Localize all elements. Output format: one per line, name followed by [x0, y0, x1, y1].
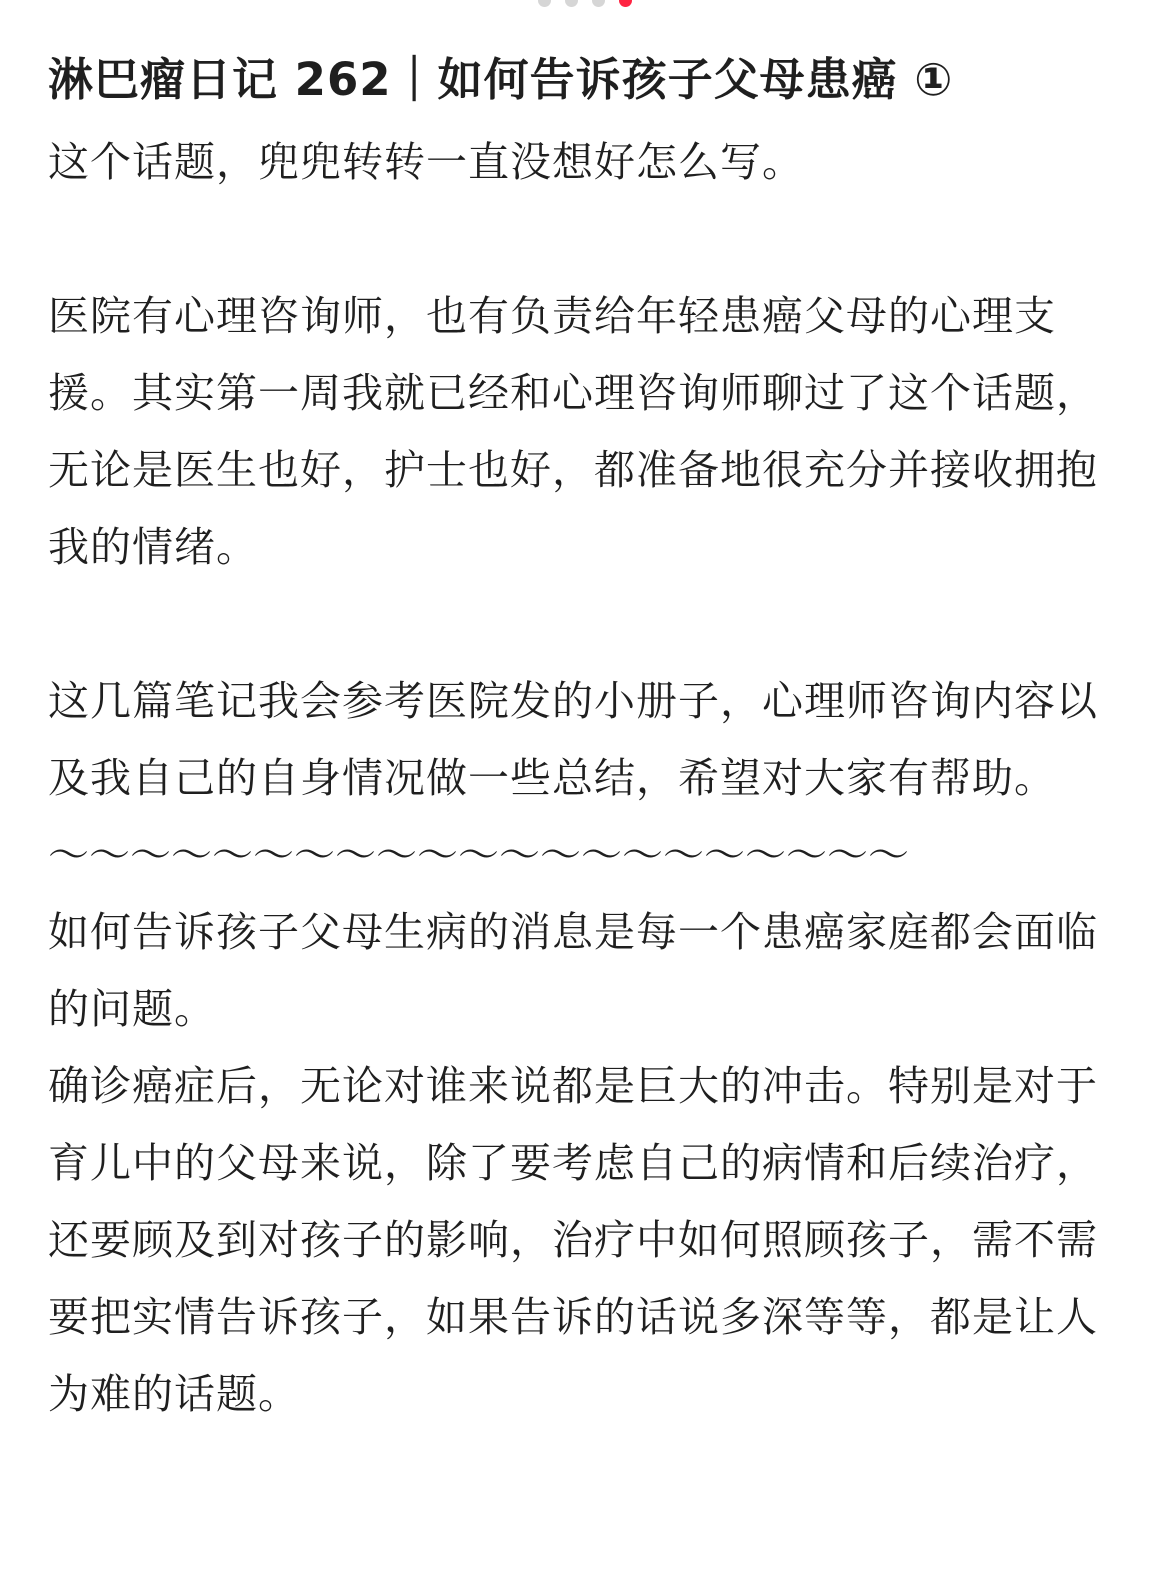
paragraph-spacer [48, 201, 1138, 278]
paragraph-intro: 这个话题，兜兜转转一直没想好怎么写。 [48, 138, 804, 186]
carousel-dot-1[interactable] [538, 0, 551, 7]
paragraph-diagnosis-impact: 确诊癌症后，无论对谁来说都是巨大的冲击。特别是对于育儿中的父母来说，除了要考虑自己的病情和后续治疗，还要顾及到对孩子的影响，治疗中如何照顾孩子，需不需要把实情告诉孩子，如果告诉的话说多深等等，都是让人为难的话题。 [48, 1062, 1098, 1418]
paragraph-question: 如何告诉孩子父母生病的消息是每一个患癌家庭都会面临的问题。 [48, 908, 1098, 1033]
carousel-dot-4-active[interactable] [619, 0, 632, 7]
note-content [48, 48, 1138, 1433]
paragraph-spacer [48, 586, 1138, 663]
paragraph-hospital-support: 医院有心理咨询师，也有负责给年轻患癌父母的心理支援。其实第一周我就已经和心理咨询师聊过了这个话题，无论是医生也好，护士也好，都准备地很充分并接收拥抱我的情绪。 [48, 292, 1098, 571]
paragraph-series-plan: 这几篇笔记我会参考医院发的小册子，心理师咨询内容以及我自己的自身情况做一些总结，希望对大家有帮助。 [48, 677, 1098, 802]
image-carousel-indicator [0, 0, 1170, 12]
wave-divider: ～～～～～～～～～～～～～～～～～～～～～ [48, 831, 909, 879]
note-title: 淋巴瘤日记 262｜如何告诉孩子父母患癌 ① [48, 53, 954, 106]
carousel-dot-3[interactable] [592, 0, 605, 7]
carousel-dot-2[interactable] [565, 0, 578, 7]
